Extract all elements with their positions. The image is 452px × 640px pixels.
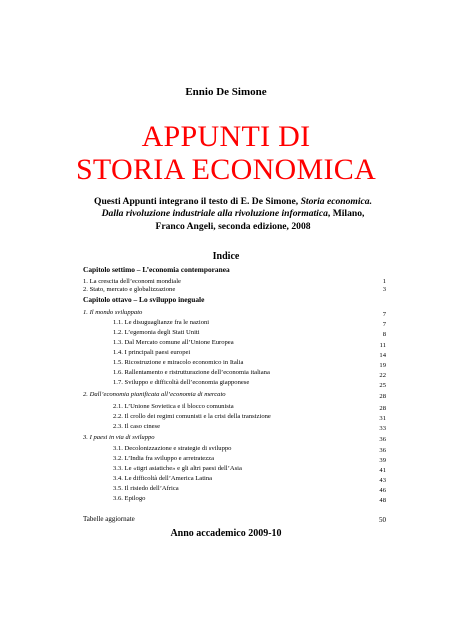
toc-section-label: 1. Il mondo sviluppato	[83, 309, 143, 316]
toc-subsection-label: 1.7. Sviluppo e difficoltà dell’economia giapponese	[113, 379, 250, 386]
toc-heading: Indice	[212, 251, 240, 262]
title-line-2: STORIA ECONOMICA	[75, 153, 377, 186]
toc-section-label: 3. I paesi in via di sviluppo	[83, 434, 155, 441]
toc-subsection-label: 1.5. Ricostruzione e miracolo economico in Italia	[113, 359, 244, 366]
toc-subsection-label: 2.1. L’Unione Sovietica e il blocco comunista	[113, 403, 234, 410]
toc-section-page: 28	[379, 393, 386, 400]
toc-subsection-page: 43	[379, 477, 386, 484]
toc-subsection-page: 19	[379, 362, 386, 369]
toc-subsection-page: 25	[379, 382, 386, 389]
toc-subsection-page: 7	[382, 321, 386, 328]
toc-subsection-page: 41	[379, 467, 386, 474]
toc-section-label: 2. Dall’economia pianificata all’economia di mercato	[83, 391, 226, 398]
toc-subsection-label: 1.2. L’egemonia degli Stati Uniti	[113, 329, 200, 336]
toc-subsection-label: 1.4. I principali paesi europei	[113, 349, 191, 356]
tables-label: Tabelle aggiornate	[83, 515, 135, 523]
intro-text-a: Questi Appunti integrano il testo di E. De Simone,	[94, 196, 301, 207]
toc-entry-page: 3	[382, 286, 386, 293]
chapter-8-heading: Capitolo ottavo – Lo sviluppo ineguale	[83, 295, 205, 304]
toc-subsection-page: 11	[379, 342, 386, 349]
author-name: Ennio De Simone	[185, 86, 267, 98]
toc-subsection-label: 2.3. Il caso cinese	[113, 423, 161, 430]
title-line-1: APPUNTI DI	[141, 120, 311, 153]
toc-subsection-label: 3.3. Le «tigri asiatiche» e gli altri paesi dell’Asia	[113, 465, 242, 472]
academic-year: Anno accademico 2009-10	[170, 528, 282, 539]
toc-subsection-page: 33	[379, 425, 386, 432]
toc-subsection-page: 14	[379, 352, 386, 359]
toc-subsection-page: 31	[379, 415, 386, 422]
toc-entry-label: 2. Stato, mercato e globalizzazione	[83, 286, 176, 293]
toc-subsection-label: 1.1. Le disuguaglianze fra le nazioni	[113, 319, 210, 326]
toc-subsection-page: 46	[379, 487, 386, 494]
toc-subsection-page: 22	[379, 372, 386, 379]
toc-subsection-page: 39	[379, 457, 386, 464]
toc-subsection-label: 1.3. Dal Mercato comune all’Unione Europea	[113, 339, 234, 346]
toc-section-page: 7	[382, 311, 386, 318]
chapter-7-heading: Capitolo settimo – L’economia contemporanea	[83, 265, 230, 274]
toc-section-page: 36	[379, 436, 386, 443]
toc-subsection-page: 28	[379, 405, 386, 412]
toc-subsection-label: 3.1. Decolonizzazione e strategie di sviluppo	[113, 445, 232, 452]
toc-entry-page: 1	[382, 278, 386, 285]
toc-entry-label: 1. La crescita dell’economi mondiale	[83, 278, 181, 285]
intro-text-b: , Milano, Franco Angeli, seconda edizione, 2008	[155, 208, 365, 232]
tables-page: 50	[379, 516, 386, 524]
toc-subsection-label: 3.2. L’India fra sviluppo e arretratezza	[113, 455, 214, 462]
toc-subsection-page: 8	[382, 331, 386, 338]
intro-book-title: Storia economica. Dalla rivoluzione industriale alla rivoluzione informatica	[101, 196, 372, 220]
toc-subsection-page: 48	[379, 497, 386, 504]
toc-subsection-label: 3.5. Il risiedo dell’Africa	[113, 485, 179, 492]
toc-subsection-label: 3.4. Le difficoltà dell’America Latina	[113, 475, 213, 482]
toc-subsection-page: 36	[379, 447, 386, 454]
toc-subsection-label: 1.6. Rallentamento e ristrutturazione dell’economia italiana	[113, 369, 270, 376]
toc-subsection-label: 2.2. Il crollo dei regimi comunisti e la crisi della transizione	[113, 413, 271, 420]
toc-subsection-label: 3.6. Epilogo	[113, 495, 146, 502]
